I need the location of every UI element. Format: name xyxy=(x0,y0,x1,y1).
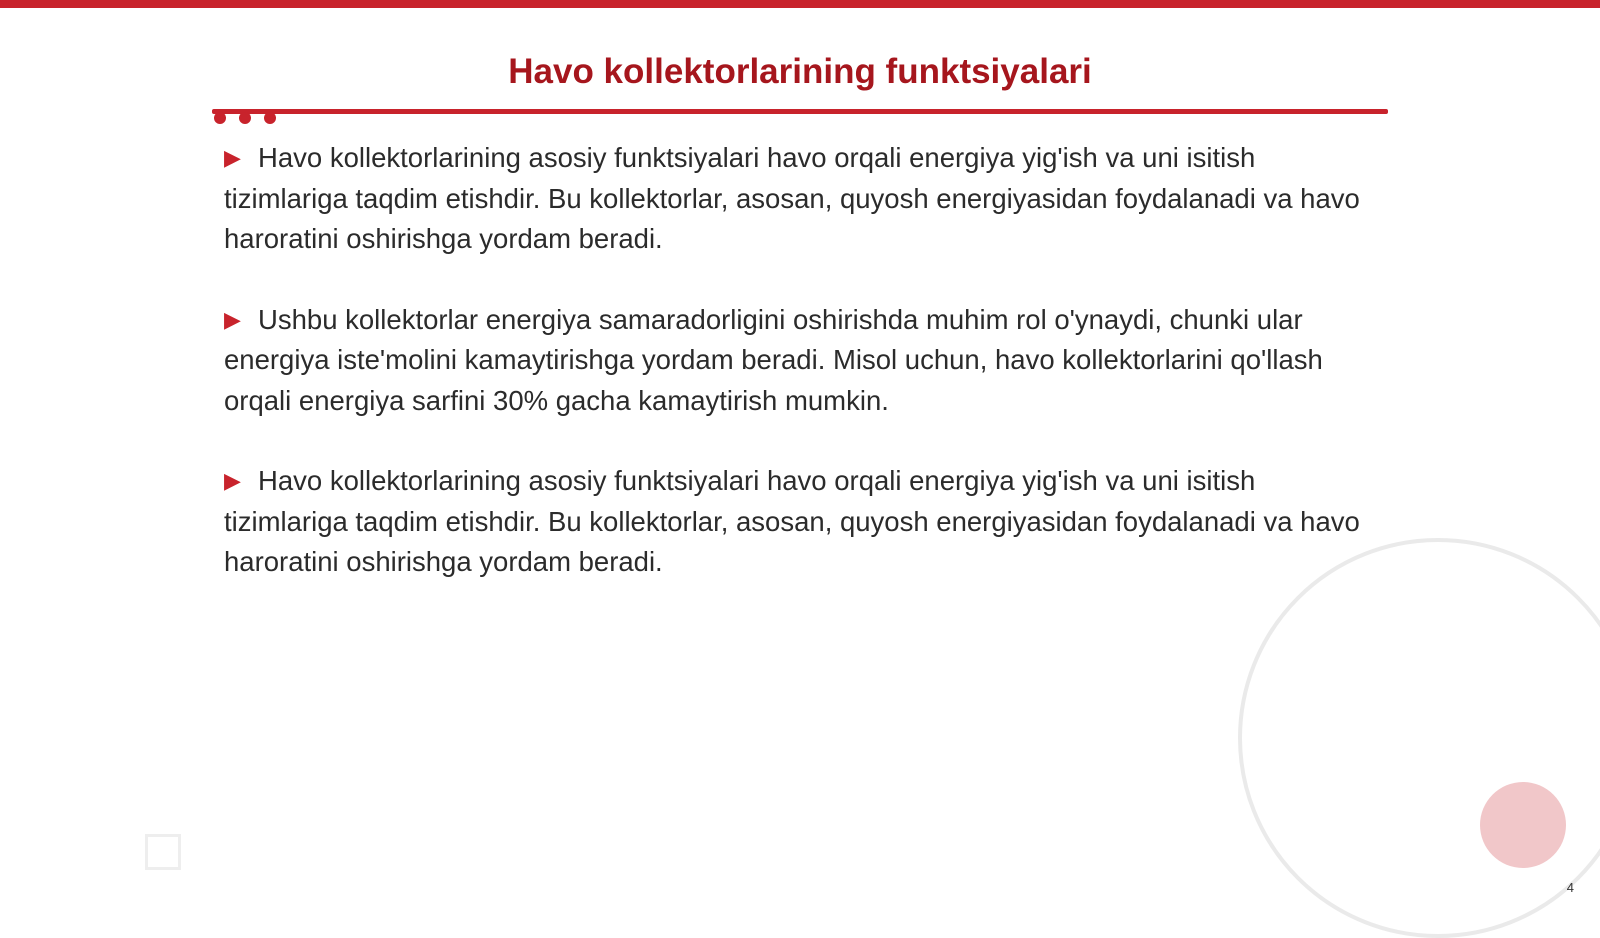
top-accent-bar xyxy=(0,0,1600,8)
title-underline xyxy=(212,109,1388,114)
triangle-right-icon: ▶ xyxy=(224,306,241,332)
bullet-list xyxy=(224,138,1374,623)
decorative-circle xyxy=(1480,782,1566,868)
underline-dot-2 xyxy=(239,112,251,124)
bullet-text: Havo kollektorlarining asosiy funktsiyalari havo orqali energiya yig'ish va uni isitish tizimlariga taqdim etishdir. Bu kollektorlar, asosan, quyosh energiyasidan foydalanadi va havo haroratini oshirishga yordam beradi. xyxy=(224,465,1360,577)
slide-title: Havo kollektorlarining funktsiyalari xyxy=(508,52,1092,91)
bullet-text: Havo kollektorlarining asosiy funktsiyalari havo orqali energiya yig'ish va uni isitish tizimlariga taqdim etishdir. Bu kollektorlar, asosan, quyosh energiyasidan foydalanadi va havo haroratini oshirishga yordam beradi. xyxy=(224,142,1360,254)
bullet-item xyxy=(224,461,1374,583)
underline-dot-3 xyxy=(264,112,276,124)
bullet-item xyxy=(224,300,1374,422)
decorative-square xyxy=(145,834,181,870)
triangle-right-icon: ▶ xyxy=(224,145,241,170)
bullet-text: Ushbu kollektorlar energiya samaradorligini oshirishda muhim rol o'ynaydi, chunki ular energiya iste'molini kamaytirishga yordam beradi. Misol uchun, havo kollektorlarini qo'llash orqali energiya sarfini 30% gacha kamaytirish mumkin. xyxy=(224,303,1323,416)
triangle-right-icon: ▶ xyxy=(224,468,241,493)
bullet-item xyxy=(224,138,1374,260)
page-number: 4 xyxy=(1566,880,1574,895)
underline-dot-1 xyxy=(214,112,226,124)
